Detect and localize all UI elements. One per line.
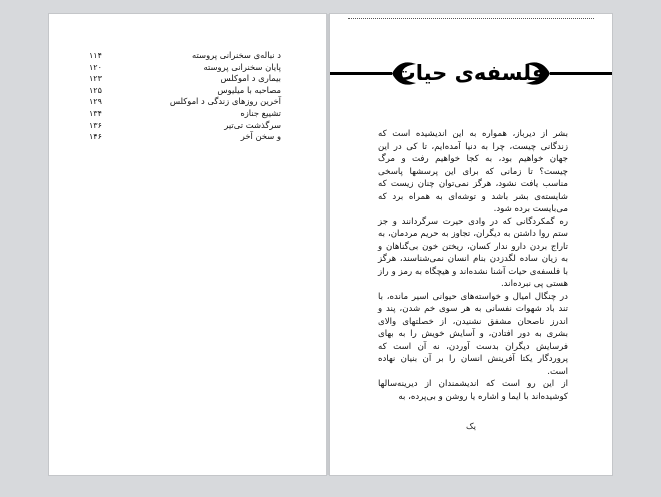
header-rule-right: [550, 72, 612, 75]
toc-entry: [89, 108, 281, 120]
page-number: یک: [466, 422, 476, 432]
chapter-title: فلسفه‌ی حیات: [394, 61, 546, 85]
top-dotted-rule: [348, 18, 594, 19]
toc-entry-page: ۱۲۵: [89, 85, 102, 95]
toc-entry-page: ۱۱۴: [89, 51, 102, 60]
header-rule-left: [330, 72, 392, 75]
toc-entry-page: ۱۲۹: [89, 97, 102, 107]
toc-entry-page: ۱۲۳: [89, 74, 102, 84]
right-page: [330, 14, 612, 475]
toc-entry-page: ۱۴۶: [89, 132, 102, 142]
body-paragraph: در چنگال امیال و خواسته‌های حیوانی اسیر مانده، با تند باد شهوات نفسانی به هر سوی خم شدن، پند و اندرز ناصحان مشفق نشنیدن، از خصلتهای والای بشری به دور افتادن، و آسایش خویش را به بهای فرسایش دیگران بدست آوردن، نه آن است که پروردگار یکتا آفرینش انسان را بر آن بنیان نهاده است.: [378, 291, 568, 377]
toc-entry: [89, 62, 281, 74]
toc-entry-page: ۱۳۶: [89, 120, 102, 130]
toc-entry-title: آخرین روزهای زندگی د اموکلس: [169, 96, 281, 107]
toc-entry-title: پایان سخنرانی پروسته: [203, 61, 281, 72]
toc-entry-page: ۱۳۴: [89, 108, 102, 118]
book-spread: [49, 14, 612, 475]
body-paragraph: از این رو است که اندیشمندان از دیرینه‌سالها کوشیده‌اند با ایما و اشاره یا روشن و بی‌پرده، به: [378, 379, 568, 402]
chapter-body: [378, 128, 568, 403]
body-paragraph: ره گمکردگانی که در وادی حیرت سرگردانند و جز ستم روا داشتن به دیگران، تجاوز به حریم مردمان، به تاراج بردن دارو ندار کسان، ریختن خون بی‌گناهان و به زیان ساده لگدزدن بنام انسان نمی‌شناسند، هرگز با فلسفه‌ی حیات آشنا نشده‌اند و هیچگاه به رمز و راز هستی پی نبرده‌اند.: [378, 216, 568, 289]
toc-entry: [89, 50, 281, 62]
toc-entry-title: مصاحبه با میلیوس: [217, 84, 281, 95]
toc-entry: [89, 73, 281, 85]
body-paragraph: بشر از دیرباز، همواره به این اندیشیده است که زندگانی چیست، چرا به دنیا آمده‌ایم، تا کی در این جهان خواهیم بود، به کجا خواهیم رفت و مرگ چیست؟ تا زمانی که برای این پرسشها پاسخی مناسب یافت نشود، هرگز نمی‌توان چنان زیست که شایسته‌ی بشر باشد و توشه‌ای به همراه برد که می‌بایست برده شود.: [378, 129, 568, 214]
toc-entry: [89, 131, 281, 143]
toc-entry: [89, 85, 281, 97]
toc-entry-title: سرگذشت تی‌تیر: [224, 119, 281, 130]
toc-entry: [89, 96, 281, 108]
left-page: [49, 14, 326, 475]
toc-entry-title: بیماری د اموکلس: [220, 73, 281, 84]
toc-entry: [89, 120, 281, 132]
table-of-contents: [89, 50, 281, 143]
toc-entry-title: و سخن آخر: [240, 131, 281, 142]
toc-entry-page: ۱۲۰: [89, 62, 102, 72]
toc-entry-title: تشییع جنازه: [240, 107, 281, 118]
toc-entry-title: د نباله‌ی سخنرانی پروسته: [192, 50, 281, 60]
